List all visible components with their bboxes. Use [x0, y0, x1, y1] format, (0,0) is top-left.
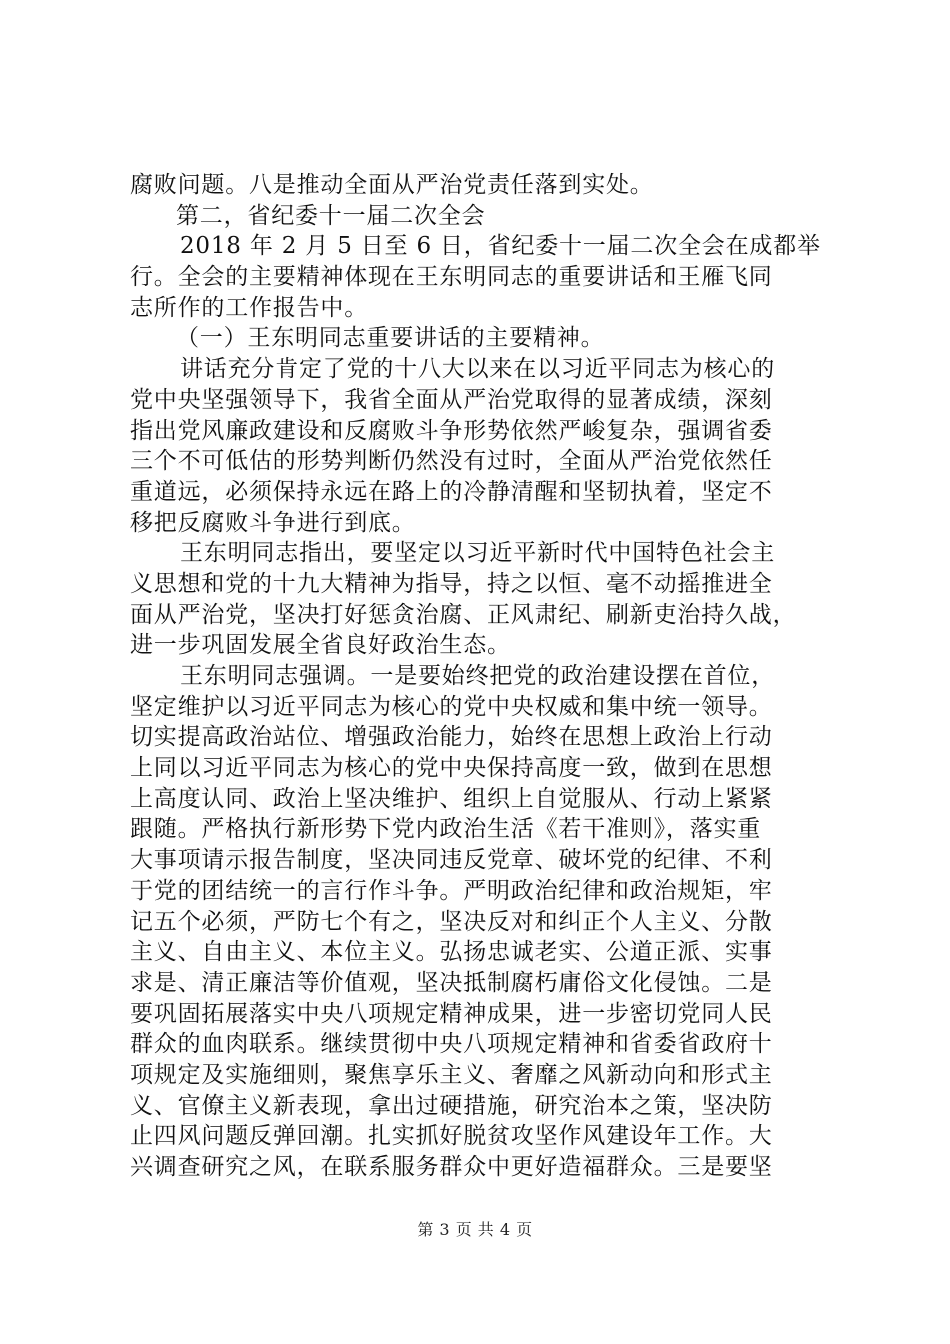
text-line: 跟随。严格执行新形势下党内政治生活《若干准则》，落实重 — [130, 816, 762, 843]
text-line: 志所作的工作报告中。 — [130, 294, 368, 321]
text-line: 党中央坚强领导下，我省全面从严治党取得的显著成绩，深刻 — [130, 386, 773, 413]
text-line: 行。全会的主要精神体现在王东明同志的重要讲话和王雁飞同 — [130, 264, 773, 291]
paragraph-start-line: 王东明同志强调。一是要始终把党的政治建设摆在首位， — [180, 663, 775, 689]
text-line: 求是、清正廉洁等价值观，坚决抵制腐朽庸俗文化侵蚀。二是 — [130, 969, 773, 996]
text-line: 上高度认同、政治上坚决维护、组织上自觉服从、行动上紧紧 — [130, 785, 773, 812]
text-line: 记五个必须，严防七个有之，坚决反对和纠正个人主义、分散 — [130, 908, 773, 935]
text-line: 于党的团结统一的言行作斗争。严明政治纪律和政治规矩，牢 — [130, 877, 773, 904]
text-line: 项规定及实施细则，聚焦享乐主义、奢靡之风新动向和形式主 — [130, 1061, 773, 1088]
text-line: 切实提高政治站位、增强政治能力，始终在思想上政治上行动 — [130, 724, 773, 751]
text-line: 止四风问题反弹回潮。扎实抓好脱贫攻坚作风建设年工作。大 — [130, 1123, 773, 1150]
paragraph-start-line: 王东明同志指出，要坚定以习近平新时代中国特色社会主 — [180, 540, 775, 567]
text-line: 面从严治党，坚决打好惩贪治腐、正风肃纪、刷新吏治持久战， — [130, 601, 797, 628]
page-number-footer: 第 3 页 共 4 页 — [417, 1220, 533, 1239]
text-line: 主义、自由主义、本位主义。弘扬忠诚老实、公道正派、实事 — [130, 939, 773, 966]
text-line: 腐败问题。八是推动全面从严治党责任落到实处。 — [130, 172, 654, 198]
text-line: 重道远，必须保持永远在路上的冷静清醒和坚韧执着，坚定不 — [130, 478, 773, 505]
text-line: 坚定维护以习近平同志为核心的党中央权威和集中统一领导。 — [130, 693, 773, 720]
text-line: 大事项请示报告制度，坚决同违反党章、破坏党的纪律、不利 — [130, 847, 773, 874]
subsection-heading: （一）王东明同志重要讲话的主要精神。 — [176, 325, 605, 352]
text-line: 群众的血肉联系。继续贯彻中央八项规定精神和省委省政府十 — [130, 1031, 773, 1058]
paragraph-start-line: 2018 年 2 月 5 日至 6 日，省纪委十一届二次全会在成都举 — [180, 233, 821, 260]
text-line: 进一步巩固发展全省良好政治生态。 — [130, 632, 511, 659]
paragraph-start-line: 讲话充分肯定了党的十八大以来在以习近平同志为核心的 — [180, 356, 775, 383]
text-line: 要巩固拓展落实中央八项规定精神成果，进一步密切党同人民 — [130, 1000, 773, 1027]
section-heading: 第二，省纪委十一届二次全会 — [176, 202, 486, 229]
text-line: 上同以习近平同志为核心的党中央保持高度一致，做到在思想 — [130, 755, 773, 782]
text-line: 义思想和党的十九大精神为指导，持之以恒、毫不动摇推进全 — [130, 570, 773, 597]
body-text — [130, 170, 830, 1183]
text-line: 义、官僚主义新表现，拿出过硬措施，研究治本之策，坚决防 — [130, 1092, 773, 1119]
text-line: 兴调查研究之风，在联系服务群众中更好造福群众。三是要坚 — [130, 1154, 773, 1180]
text-line: 三个不可低估的形势判断仍然没有过时，全面从严治党依然任 — [130, 448, 773, 475]
text-line: 移把反腐败斗争进行到底。 — [130, 509, 416, 536]
text-line: 指出党风廉政建设和反腐败斗争形势依然严峻复杂，强调省委 — [130, 417, 773, 444]
